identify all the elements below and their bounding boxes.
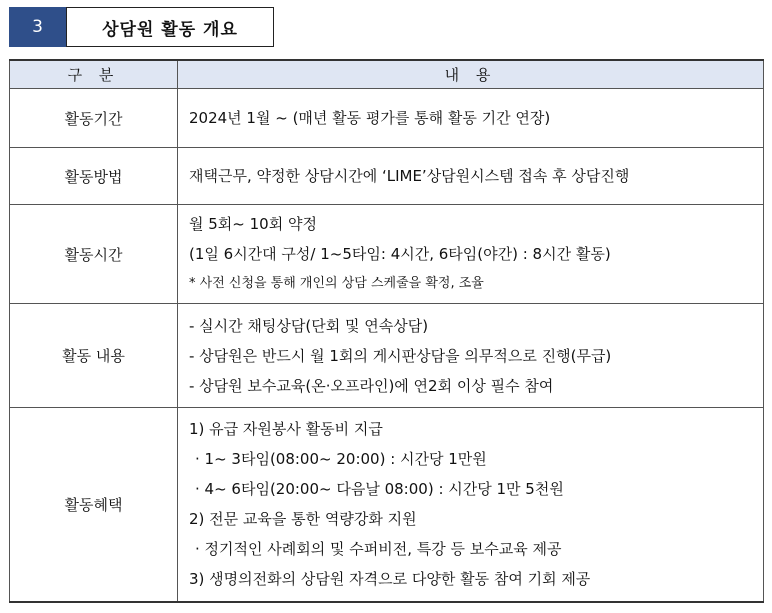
content-line: · 1~ 3타임(08:00~ 20:00) : 시간당 1만원 [195, 450, 487, 469]
content-line: 재택근무, 약정한 상담시간에 ‘LIME’상담원시스템 접속 후 상담진행 [189, 167, 630, 185]
content-line: 2024년 1월 ~ (매년 활동 평가를 통해 활동 기간 연장) [189, 109, 551, 127]
content-line: 1) 유급 자원봉사 활동비 지급 [189, 420, 383, 439]
content-line: (1일 6시간대 구성/ 1~5타임: 4시간, 6타임(야간) : 8시간 활동) [189, 245, 611, 263]
section-header [9, 7, 274, 47]
activity-overview-table [9, 59, 764, 603]
row-content [178, 304, 764, 408]
row-label: 활동시간 [10, 205, 178, 304]
table-row [10, 89, 764, 148]
row-label: 활동혜택 [10, 408, 178, 602]
row-content [178, 89, 764, 148]
row-content [178, 408, 764, 602]
row-label: 활동방법 [10, 148, 178, 205]
header-content: 내 용 [178, 60, 764, 89]
content-line: 월 5회~ 10회 약정 [189, 215, 317, 233]
table-row [10, 205, 764, 304]
content-line: - 상담원은 반드시 월 1회의 게시판상담을 의무적으로 진행(무급) [189, 346, 612, 365]
content-line: - 실시간 채팅상담(단회 및 연속상담) [189, 316, 429, 335]
content-line: 2) 전문 교육을 통한 역량강화 지원 [189, 510, 417, 529]
content-line: - 상담원 보수교육(온·오프라인)에 연2회 이상 필수 참여 [189, 376, 554, 395]
content-line: · 정기적인 사례회의 및 수퍼비전, 특강 등 보수교육 제공 [195, 540, 562, 559]
table-row [10, 408, 764, 602]
row-content [178, 148, 764, 205]
table-row [10, 304, 764, 408]
row-label: 활동기간 [10, 89, 178, 148]
row-content [178, 205, 764, 304]
section-title: 상담원 활동 개요 [66, 7, 274, 47]
header-category: 구 분 [10, 60, 178, 89]
section-number: 3 [9, 7, 66, 47]
content-line: · 4~ 6타임(20:00~ 다음날 08:00) : 시간당 1만 5천원 [195, 480, 564, 499]
table-row [10, 148, 764, 205]
content-note: * 사전 신청을 통해 개인의 상담 스케줄을 확정, 조율 [189, 276, 484, 291]
row-label: 활동 내용 [10, 304, 178, 408]
content-line: 3) 생명의전화의 상담원 자격으로 다양한 활동 참여 기회 제공 [189, 570, 591, 589]
table-header-row [10, 60, 764, 89]
